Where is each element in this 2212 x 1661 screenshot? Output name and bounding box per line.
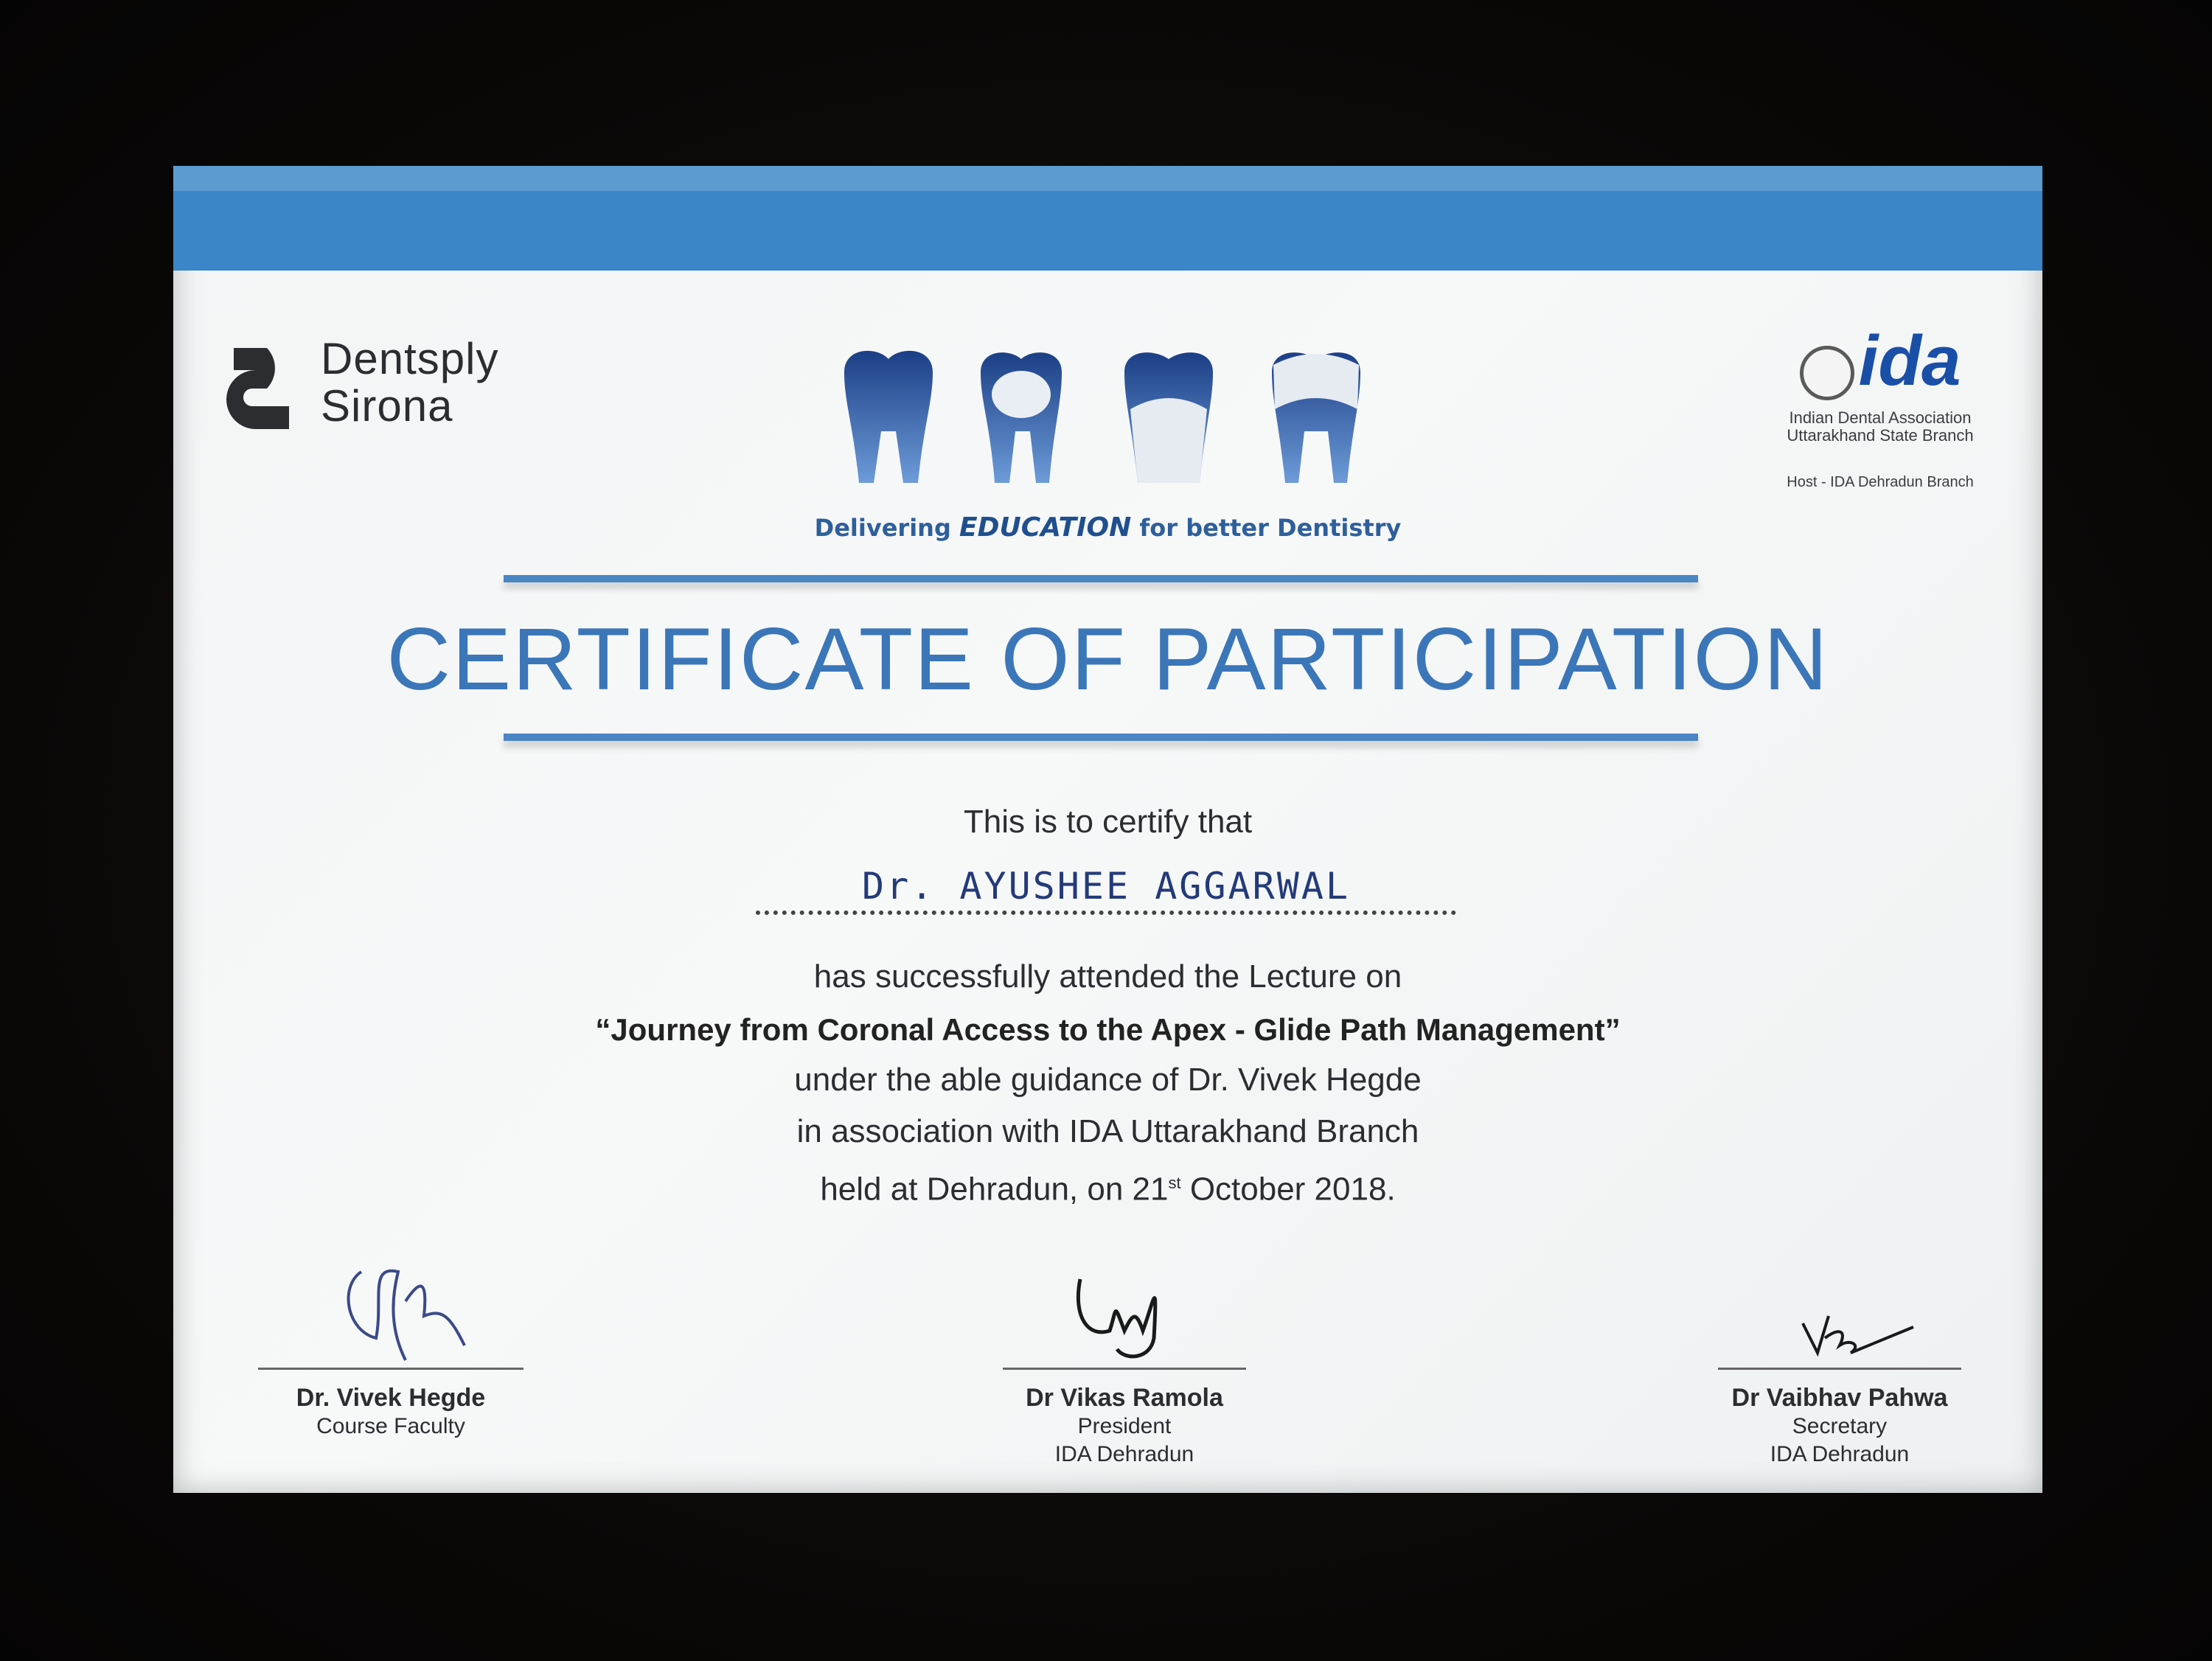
top-band-light (173, 166, 2042, 191)
signatory-2-name: Dr Vikas Ramola (1026, 1384, 1223, 1412)
signature-1-icon (295, 1257, 487, 1368)
signatory-2-org: IDA Dehradun (1054, 1442, 1194, 1466)
held-ordinal: st (1168, 1174, 1181, 1192)
brand-line-1: Dentsply (321, 334, 499, 383)
lecture-title: “Journey from Coronal Access to the Apex - Glide Path Management” (595, 1012, 1621, 1047)
signature-line-3 (1718, 1368, 1961, 1370)
held-suffix: October 2018. (1180, 1171, 1396, 1208)
tooth-icon-4 (1272, 352, 1360, 483)
top-band (173, 191, 2042, 271)
held-text (173, 1157, 2042, 1216)
signature-2-icon (1043, 1257, 1206, 1368)
title-rule-top (504, 575, 1698, 582)
signatory-2 (1003, 1257, 1246, 1469)
ida-line-1: Indian Dental Association (1789, 408, 1972, 427)
dentsply-sirona-logo (226, 335, 521, 439)
certify-intro: This is to certify that (963, 804, 1253, 840)
signatory-3-role: Secretary (1792, 1414, 1888, 1438)
certificate-paper (173, 166, 2042, 1493)
ida-line-2: Uttarakhand State Branch (1787, 425, 1974, 445)
ida-wordmark: ida (1858, 321, 1961, 400)
signature-line-1 (258, 1368, 524, 1370)
signatory-3-name: Dr Vaibhav Pahwa (1731, 1384, 1948, 1412)
signatory-3 (1718, 1257, 1961, 1469)
tooth-icon-2 (981, 352, 1062, 483)
tagline-before: Delivering (814, 514, 959, 542)
ida-host: Host - IDA Dehradun Branch (1787, 473, 1974, 490)
dentsply-mark-icon (226, 344, 296, 433)
brand-line-2: Sirona (321, 381, 453, 431)
signatory-1 (258, 1257, 524, 1441)
ida-logo (1759, 321, 2002, 491)
tooth-icon-3 (1124, 352, 1213, 483)
signature-3-icon (1759, 1257, 1921, 1368)
title-rule-bottom (504, 734, 1698, 741)
tagline-after: for better Dentistry (1131, 514, 1402, 542)
association-text: in association with IDA Uttarakhand Branch (796, 1113, 1419, 1149)
signatory-3-org: IDA Dehradun (1770, 1442, 1910, 1466)
dentsply-wordmark (321, 335, 498, 430)
signatory-2-role: President (1077, 1414, 1172, 1438)
held-prefix: held at Dehradun, on 21 (820, 1171, 1169, 1208)
recipient-line (756, 866, 1456, 915)
guidance-text: under the able guidance of Dr. Vivek Hegde (794, 1062, 1422, 1098)
tagline-emphasis: EDUCATION (959, 512, 1132, 543)
ida-seal-icon (1800, 346, 1854, 400)
signatory-1-role: Course Faculty (316, 1414, 465, 1438)
attended-text: has successfully attended the Lecture on (813, 958, 1402, 995)
tooth-icon-1 (844, 351, 933, 483)
teeth-illustration (822, 343, 1382, 490)
signatory-1-name: Dr. Vivek Hegde (296, 1384, 486, 1412)
certificate-title: CERTIFICATE OF PARTICIPATION (386, 610, 1829, 708)
signature-line-2 (1003, 1368, 1246, 1370)
tagline (173, 512, 2042, 543)
recipient-name: Dr. AYUSHEE AGGARWAL (861, 865, 1351, 908)
